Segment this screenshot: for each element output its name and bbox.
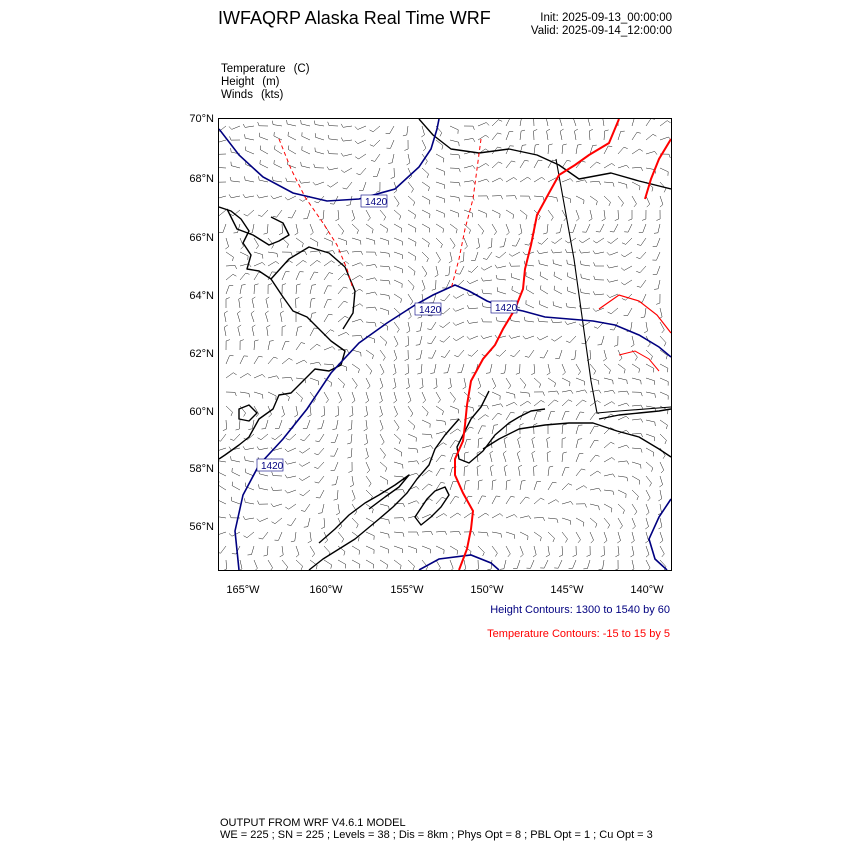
model-info-line2: WE = 225 ; SN = 225 ; Levels = 38 ; Dis = 8km ; Phys Opt = 8 ; PBL Opt = 1 ; Cu Opt = 3 — [220, 829, 653, 841]
temperature-contour-legend: Temperature Contours: -15 to 15 by 5 — [487, 628, 670, 640]
coastline-layer — [219, 119, 671, 570]
contour-label-2-text: 1420 — [419, 305, 442, 316]
height-contour-north — [219, 119, 439, 201]
canada-border — [556, 159, 671, 413]
model-info-line1: OUTPUT FROM WRF V4.6.1 MODEL — [220, 817, 406, 829]
contour-label-4-text: 1420 — [261, 461, 284, 472]
field-temperature — [221, 63, 310, 75]
height-contour-layer — [219, 119, 671, 570]
contour-label-1 — [361, 195, 388, 208]
lat-label-56: 56°N — [189, 521, 214, 533]
lon-label-140w: 140°W — [630, 584, 664, 596]
valid-time: Valid: 2025-09-14_12:00:00 — [530, 25, 672, 37]
contour-label-3-text: 1420 — [495, 303, 518, 314]
map-canvas — [219, 119, 671, 570]
field-winds — [221, 89, 283, 101]
field-height-name: Height — [221, 76, 255, 88]
temp-contour-northeast — [645, 139, 671, 199]
contour-label-2 — [415, 303, 442, 316]
contour-label-3 — [491, 301, 518, 314]
field-winds-unit: (kts) — [260, 89, 284, 101]
nunivak-island — [239, 405, 257, 421]
lat-label-60: 60°N — [189, 406, 214, 418]
temp-contour-main — [455, 119, 619, 570]
coastline-norton-sound — [271, 247, 355, 329]
lat-label-58: 58°N — [189, 463, 214, 475]
wind-barbs-layer — [219, 119, 671, 570]
field-winds-name: Winds — [221, 89, 253, 101]
height-contour-southeast — [649, 499, 671, 570]
lon-label-150w: 150°W — [470, 584, 504, 596]
lat-label-62: 62°N — [189, 348, 214, 360]
lon-label-165w: 165°W — [226, 584, 260, 596]
temp-contour-center-dashed — [451, 139, 481, 289]
kodiak-island — [415, 487, 449, 525]
height-contour-legend: Height Contours: 1300 to 1540 by 60 — [490, 604, 670, 616]
field-height-unit: (m) — [262, 76, 280, 88]
map-panel — [218, 118, 672, 571]
lon-label-160w: 160°W — [309, 584, 343, 596]
contour-label-1-text: 1420 — [365, 197, 388, 208]
lat-label-66: 66°N — [189, 232, 214, 244]
map-title: IWFAQRP Alaska Real Time WRF — [218, 8, 491, 28]
lat-label-68: 68°N — [189, 173, 214, 185]
coastline-gulf — [483, 423, 671, 457]
wind-barb-grid — [219, 119, 671, 570]
field-temperature-unit: (C) — [293, 63, 310, 75]
field-temperature-name: Temperature — [221, 63, 286, 75]
lon-label-155w: 155°W — [390, 584, 424, 596]
temperature-contour-layer — [279, 119, 671, 570]
coastline-arctic — [419, 119, 671, 189]
lat-label-64: 64°N — [189, 290, 214, 302]
coastline-southeast — [599, 409, 671, 419]
init-time: Init: 2025-09-13_00:00:00 — [540, 12, 672, 24]
field-height — [221, 76, 280, 88]
contour-label-4 — [257, 459, 284, 472]
lat-label-70: 70°N — [189, 113, 214, 125]
lon-label-145w: 145°W — [550, 584, 584, 596]
temp-contour-east — [599, 295, 671, 333]
temp-contour-west-dashed — [279, 139, 353, 289]
